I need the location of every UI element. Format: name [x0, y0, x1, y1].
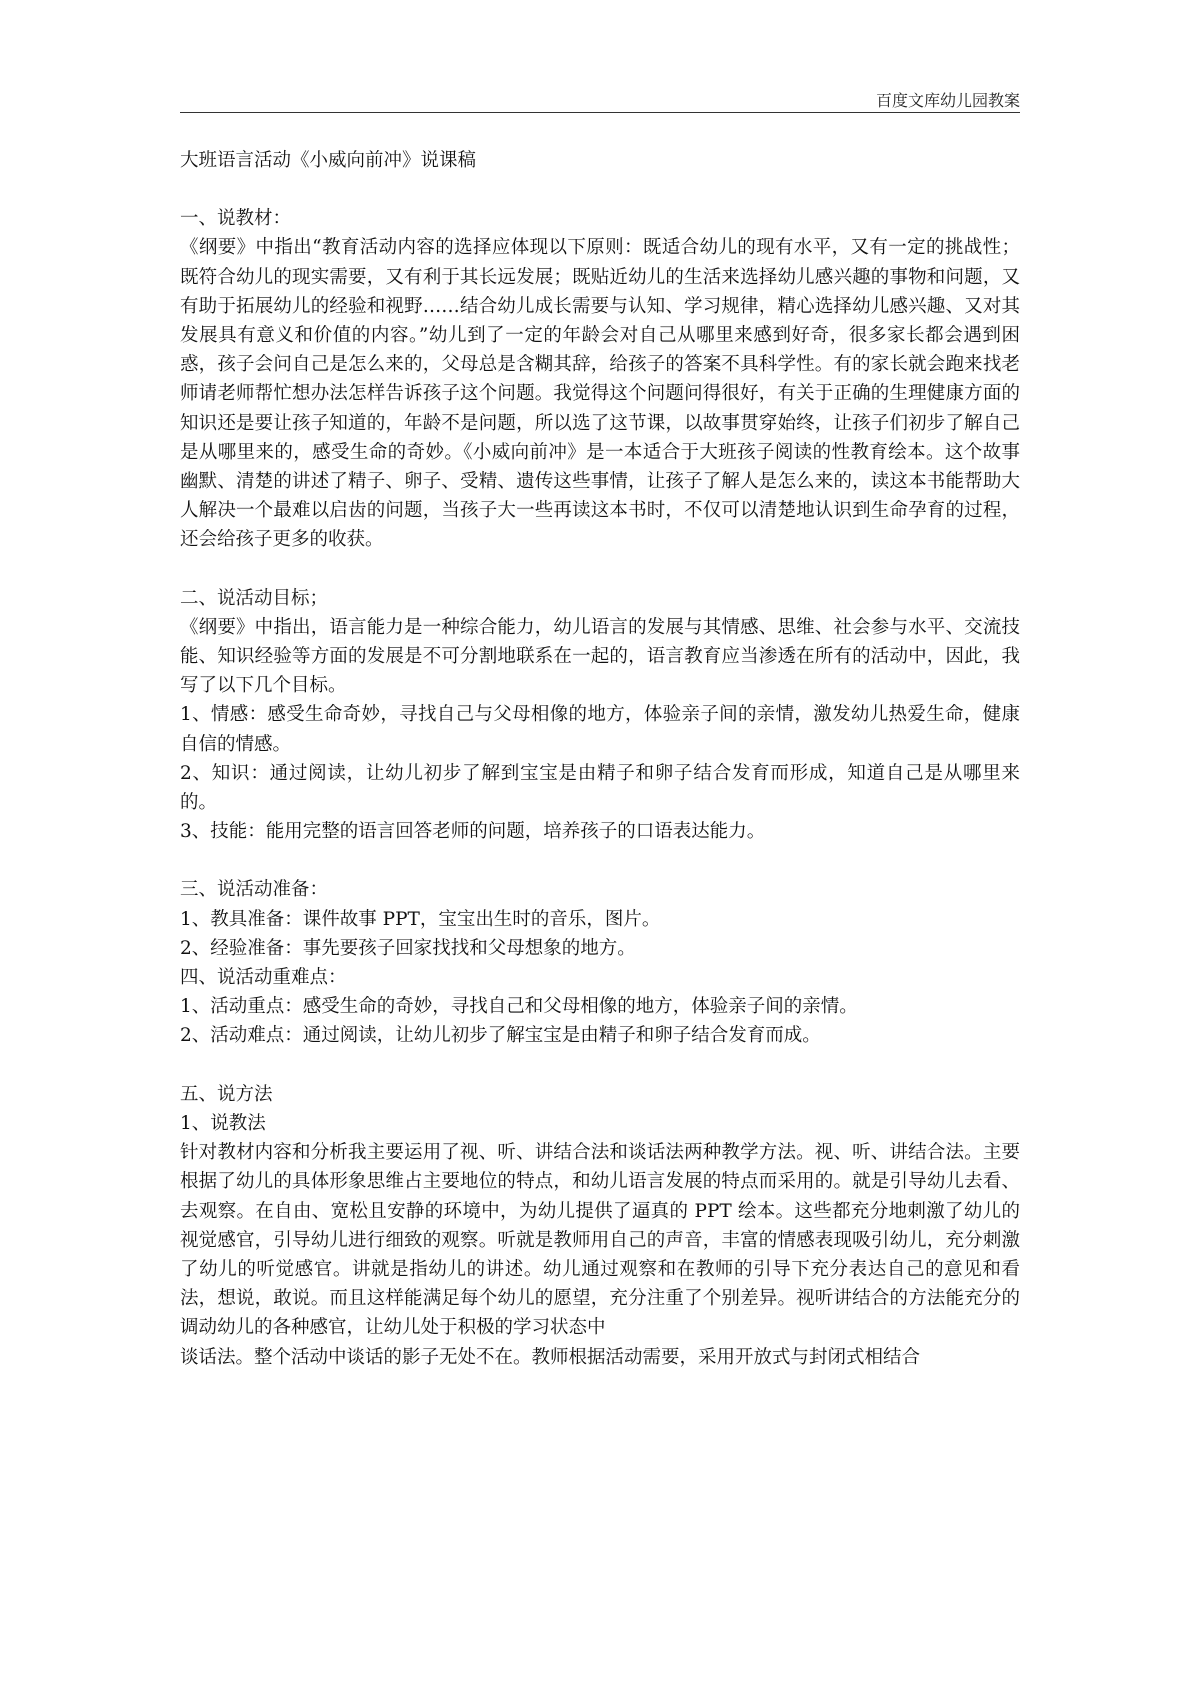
spacer [180, 555, 1020, 584]
section-5-paragraph-1: 针对教材内容和分析我主要运用了视、听、讲结合法和谈话法两种教学方法。视、听、讲结合法。主要根据了幼儿的具体形象思维占主要地位的特点，和幼儿语言发展的特点而采用的。就是引导幼儿去看、去观察。在自由、宽松且安静的环境中，为幼儿提供了逼真的 PPT 绘本。这些都充分地刺激了幼儿的视觉感官，引导幼儿进行细致的观察。听就是教师用自己的声音，丰富的情感表现吸引幼儿，充分刺激了幼儿的听觉感官。讲就是指幼儿的讲述。幼儿通过观察和在教师的引导下充分表达自己的意见和看法，想说，敢说。而且这样能满足每个幼儿的愿望，充分注重了个别差异。视听讲结合的方法能充分的调动幼儿的各种感官，让幼儿处于积极的学习状态中 [180, 1142, 1020, 1339]
header-divider [180, 112, 1020, 113]
document-title: 大班语言活动《小威向前冲》说课稿 [180, 150, 477, 171]
section-4-heading: 四、说活动重难点： [180, 967, 347, 989]
section-4-item-2: 2、活动难点：通过阅读，让幼儿初步了解宝宝是由精子和卵子结合发育而成。 [180, 1025, 821, 1047]
section-2-item-3: 3、技能：能用完整的语言回答老师的问题，培养孩子的口语表达能力。 [180, 821, 766, 843]
section-3-heading: 三、说活动准备： [180, 879, 329, 901]
section-2-paragraph: 《纲要》中指出，语言能力是一种综合能力，幼儿语言的发展与其情感、思维、社会参与水平、交流技能、知识经验等方面的发展是不可分割地联系在一起的，语言教育应当渗透在所有的活动中，因此，我写了以下几个目标。 [180, 616, 1020, 697]
page-header: 百度文库幼儿园教案 [875, 91, 1020, 110]
spacer [180, 175, 1020, 204]
section-2-item-1: 1、情感：感受生命奇妙，寻找自己与父母相像的地方，体验亲子间的亲情，激发幼儿热爱生命，健康自信的情感。 [180, 704, 1020, 755]
section-1-heading: 一、说教材： [180, 208, 292, 230]
section-5-subheading-1: 1、说教法 [180, 1112, 266, 1134]
section-5-heading: 五、说方法 [180, 1083, 273, 1105]
section-3-item-2: 2、经验准备：事先要孩子回家找找和父母想象的地方。 [180, 937, 636, 959]
spacer [180, 846, 1020, 875]
spacer [180, 1051, 1020, 1080]
section-1-paragraph: 《纲要》中指出“教育活动内容的选择应体现以下原则：既适合幼儿的现有水平，又有一定的挑战性；既符合幼儿的现实需要，又有利于其长远发展；既贴近幼儿的生活来选择幼儿感兴趣的事物和问题，又有助于拓展幼儿的经验和视野……结合幼儿成长需要与认知、学习规律，精心选择幼儿感兴趣、又对其发展具有意义和价值的内容。”幼儿到了一定的年龄会对自己从哪里来感到好奇，很多家长都会遇到困惑，孩子会问自己是怎么来的，父母总是含糊其辞，给孩子的答案不具科学性。有的家长就会跑来找老师请老师帮忙想办法怎样告诉孩子这个问题。我觉得这个问题问得很好，有关于正确的生理健康方面的知识还是要让孩子知道的，年龄不是问题，所以选了这节课，以故事贯穿始终，让孩子们初步了解自己是从哪里来的，感受生命的奇妙。《小威向前冲》是一本适合于大班孩子阅读的性教育绘本。这个故事幽默、清楚的讲述了精子、卵子、受精、遗传这些事情，让孩子了解人是怎么来的，读这本书能帮助大人解决一个最难以启齿的问题，当孩子大一些再读这本书时，不仅可以清楚地认识到生命孕育的过程，还会给孩子更多的收获。 [180, 237, 1020, 551]
section-5-paragraph-2: 谈话法。整个活动中谈话的影子无处不在。教师根据活动需要，采用开放式与封闭式相结合 [180, 1346, 921, 1368]
section-2-heading: 二、说活动目标； [180, 587, 329, 609]
section-3-item-1: 1、教具准备：课件故事 PPT，宝宝出生时的音乐，图片。 [180, 908, 661, 930]
section-2-item-2: 2、知识：通过阅读，让幼儿初步了解到宝宝是由精子和卵子结合发育而形成，知道自己是从哪里来的。 [180, 762, 1020, 814]
section-4-item-1: 1、活动重点：感受生命的奇妙，寻找自己和父母相像的地方，体验亲子间的亲情。 [180, 996, 858, 1018]
document-body [180, 146, 1020, 1372]
